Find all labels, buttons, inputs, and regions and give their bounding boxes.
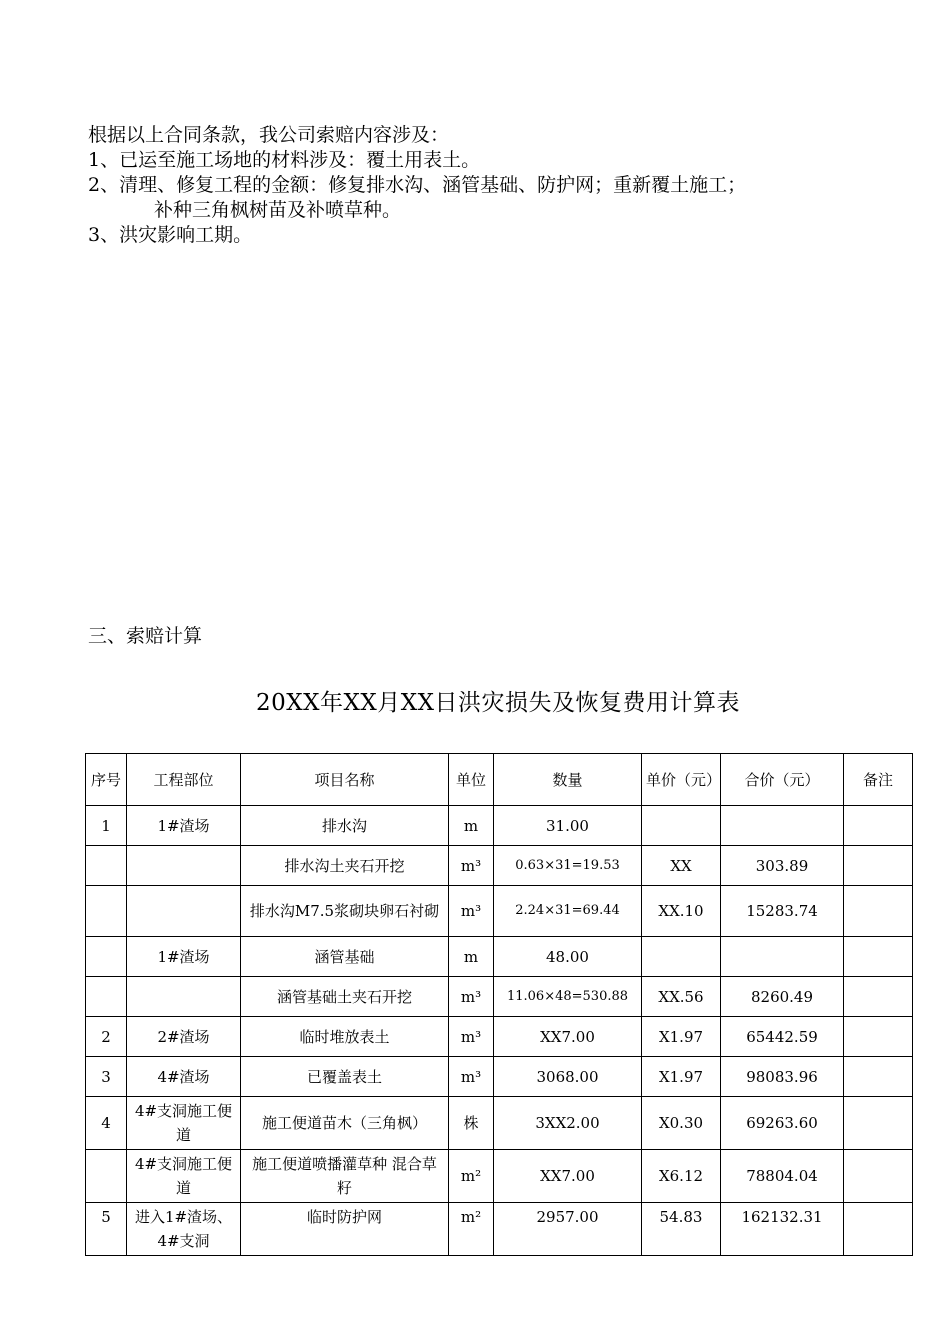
cell-unit-price: 54.83 <box>642 1203 721 1256</box>
header-total-price: 合价（元） <box>721 754 844 806</box>
cell-seq: 5 <box>86 1203 127 1256</box>
cell-quantity: 31.00 <box>494 806 642 846</box>
cell-quantity: XX7.00 <box>494 1150 642 1203</box>
cell-unit: m² <box>449 1150 494 1203</box>
cell-total-price: 65442.59 <box>721 1017 844 1057</box>
table-row <box>86 1057 913 1097</box>
table-header-row <box>86 754 913 806</box>
cell-item-name: 涵管基础土夹石开挖 <box>241 977 449 1017</box>
cell-remarks <box>844 806 913 846</box>
cost-calculation-table <box>85 753 913 1256</box>
cell-seq <box>86 937 127 977</box>
cell-unit-price: XX <box>642 846 721 886</box>
cell-total-price: 162132.31 <box>721 1203 844 1256</box>
cell-unit-price: XX.56 <box>642 977 721 1017</box>
cell-seq <box>86 886 127 937</box>
intro-line: 补种三角枫树苗及补喷草种。 <box>154 199 402 221</box>
cell-unit: m³ <box>449 1057 494 1097</box>
cell-total-price <box>721 937 844 977</box>
table-row <box>86 1017 913 1057</box>
cell-item-name: 临时防护网 <box>241 1203 449 1256</box>
cell-location: 2#渣场 <box>127 1017 241 1057</box>
cell-remarks <box>844 937 913 977</box>
cell-total-price: 303.89 <box>721 846 844 886</box>
intro-line: 2、清理、修复工程的金额：修复排水沟、涵管基础、防护网；重新覆土施工； <box>88 174 747 196</box>
cell-quantity: 48.00 <box>494 937 642 977</box>
cell-seq <box>86 1150 127 1203</box>
cell-location: 1#渣场 <box>127 937 241 977</box>
cell-item-name: 排水沟土夹石开挖 <box>241 846 449 886</box>
cell-location <box>127 977 241 1017</box>
cell-total-price: 78804.04 <box>721 1150 844 1203</box>
cell-unit-price: X1.97 <box>642 1017 721 1057</box>
cell-seq <box>86 846 127 886</box>
cell-location: 4#渣场 <box>127 1057 241 1097</box>
cell-remarks <box>844 886 913 937</box>
table-row <box>86 937 913 977</box>
cell-unit-price <box>642 806 721 846</box>
cell-unit: m² <box>449 1203 494 1256</box>
intro-line: 根据以上合同条款，我公司索赔内容涉及： <box>88 124 450 146</box>
header-unit: 单位 <box>449 754 494 806</box>
cell-remarks <box>844 1203 913 1256</box>
header-location: 工程部位 <box>127 754 241 806</box>
cell-seq: 1 <box>86 806 127 846</box>
cell-total-price <box>721 806 844 846</box>
cell-unit: m³ <box>449 1017 494 1057</box>
cell-quantity: 0.63×31=19.53 <box>494 846 642 886</box>
cell-location <box>127 886 241 937</box>
cell-unit: 株 <box>449 1097 494 1150</box>
cell-total-price: 8260.49 <box>721 977 844 1017</box>
cell-unit-price: X0.30 <box>642 1097 721 1150</box>
cell-remarks <box>844 977 913 1017</box>
cell-unit: m <box>449 937 494 977</box>
cell-quantity: 11.06×48=530.88 <box>494 977 642 1017</box>
cell-remarks <box>844 1150 913 1203</box>
intro-line: 1、已运至施工场地的材料涉及：覆土用表土。 <box>88 149 481 171</box>
intro-paragraph <box>88 123 746 248</box>
cell-quantity: 3068.00 <box>494 1057 642 1097</box>
table-row <box>86 1203 913 1256</box>
cell-seq: 2 <box>86 1017 127 1057</box>
cell-unit: m³ <box>449 977 494 1017</box>
cell-item-name: 已覆盖表土 <box>241 1057 449 1097</box>
cell-unit-price: XX.10 <box>642 886 721 937</box>
intro-line: 3、洪灾影响工期。 <box>88 224 253 246</box>
cell-item-name: 排水沟M7.5浆砌块卵石衬砌 <box>241 886 449 937</box>
cell-location: 进入1#渣场、4#支洞 <box>127 1203 241 1256</box>
cell-item-name: 涵管基础 <box>241 937 449 977</box>
cell-remarks <box>844 1097 913 1150</box>
table-row <box>86 806 913 846</box>
cell-seq: 4 <box>86 1097 127 1150</box>
cell-unit-price: X1.97 <box>642 1057 721 1097</box>
cell-unit: m³ <box>449 886 494 937</box>
cell-location: 4#支洞施工便道 <box>127 1150 241 1203</box>
cell-remarks <box>844 846 913 886</box>
header-item-name: 项目名称 <box>241 754 449 806</box>
cell-total-price: 69263.60 <box>721 1097 844 1150</box>
cell-location: 1#渣场 <box>127 806 241 846</box>
cell-location: 4#支洞施工便道 <box>127 1097 241 1150</box>
cell-item-name: 排水沟 <box>241 806 449 846</box>
section-heading: 三、索赔计算 <box>88 625 203 647</box>
cell-unit: m³ <box>449 846 494 886</box>
table-row <box>86 886 913 937</box>
cell-seq <box>86 977 127 1017</box>
header-quantity: 数量 <box>494 754 642 806</box>
cell-quantity: 2.24×31=69.44 <box>494 886 642 937</box>
header-unit-price: 单价（元） <box>642 754 721 806</box>
cell-remarks <box>844 1017 913 1057</box>
cell-total-price: 98083.96 <box>721 1057 844 1097</box>
table-row <box>86 977 913 1017</box>
cell-seq: 3 <box>86 1057 127 1097</box>
cell-quantity: 2957.00 <box>494 1203 642 1256</box>
cell-location <box>127 846 241 886</box>
cell-quantity: 3XX2.00 <box>494 1097 642 1150</box>
table-row <box>86 1150 913 1203</box>
table-title: 20XX年XX月XX日洪灾损失及恢复费用计算表 <box>255 690 740 716</box>
cell-unit-price: X6.12 <box>642 1150 721 1203</box>
table-row <box>86 1097 913 1150</box>
cell-unit: m <box>449 806 494 846</box>
table-row <box>86 846 913 886</box>
cell-unit-price <box>642 937 721 977</box>
header-remarks: 备注 <box>844 754 913 806</box>
cell-item-name: 施工便道苗木（三角枫） <box>241 1097 449 1150</box>
cell-item-name: 临时堆放表土 <box>241 1017 449 1057</box>
cell-remarks <box>844 1057 913 1097</box>
header-seq: 序号 <box>86 754 127 806</box>
cell-quantity: XX7.00 <box>494 1017 642 1057</box>
cell-item-name: 施工便道喷播灌草种 混合草籽 <box>241 1150 449 1203</box>
cell-total-price: 15283.74 <box>721 886 844 937</box>
